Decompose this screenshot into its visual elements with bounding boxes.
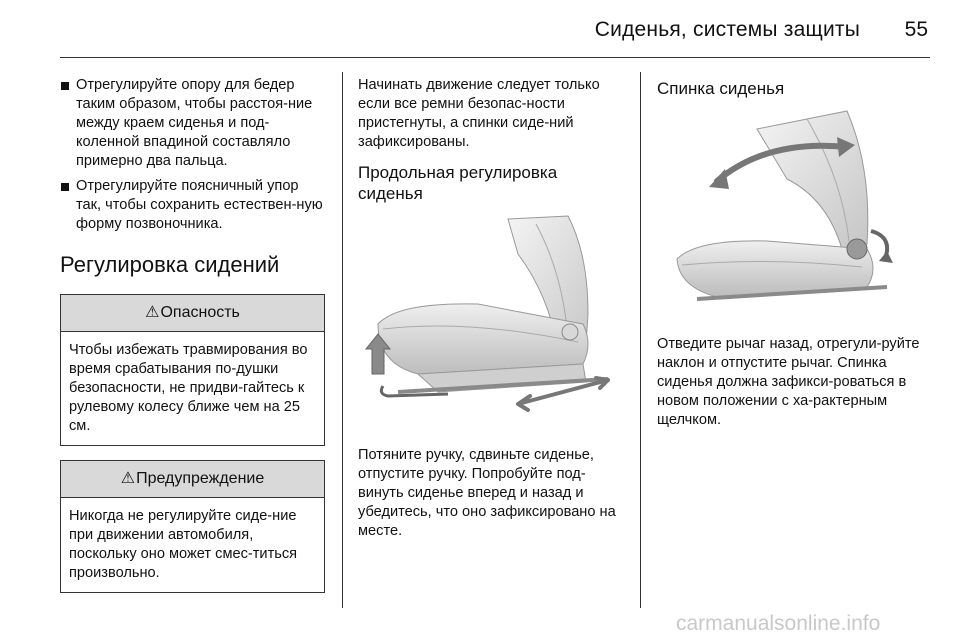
- intro-paragraph: Начинать движение следует только если все ремни безопас-ности пристегнуты, а спинки сиде-ний зафиксированы.: [358, 77, 600, 150]
- danger-notice: [60, 294, 325, 446]
- bullet-item: Отрегулируйте поясничный упор так, чтобы сохранить естествен-ную форму позвоночника.: [60, 177, 325, 234]
- column-divider: [342, 72, 343, 608]
- watermark: carmanualsonline.info: [676, 612, 881, 635]
- danger-text: Чтобы избежать травмирования во время срабатывания по-душки безопасности, не придви-гайтесь к рулевому колесу ближе чем на 25 см.: [69, 342, 308, 434]
- danger-title: Опасность: [160, 304, 240, 321]
- column-middle: [358, 76, 624, 549]
- warning-text: Никогда не регулируйте сиде-ние при движении автомобиля, поскольку оно может смес-титься произвольно.: [69, 508, 298, 581]
- recline-caption: Отведите рычаг назад, отрегули-руйте наклон и отпустите рычаг. Спинка сиденья должна зафикси-роваться в новом положении с ха-рактерным щелчком.: [657, 336, 920, 428]
- slide-caption: Потяните ручку, сдвиньте сиденье, отпустите ручку. Попробуйте под-винуть сиденье вперед и назад и убедитесь, что оно зафиксировано на месте.: [358, 447, 616, 539]
- warning-triangle-icon: ⚠: [120, 470, 136, 487]
- warning-triangle-icon: ⚠: [145, 304, 160, 321]
- page-number: 55: [904, 18, 928, 41]
- header-rule: [60, 57, 930, 58]
- warning-header: [61, 461, 324, 498]
- column-divider: [640, 72, 641, 608]
- warning-notice: [60, 460, 325, 593]
- subsection-title: Спинка сиденья: [657, 79, 785, 98]
- column-right: [657, 76, 925, 438]
- seat-slide-illustration: [358, 214, 624, 434]
- section-title: Регулировка сидений: [60, 252, 280, 277]
- header-title: Сиденья, системы защиты: [594, 18, 860, 41]
- bullet-list: [60, 76, 325, 234]
- subsection-title: Продольная регулировка сиденья: [358, 163, 558, 203]
- bullet-item: Отрегулируйте опору для бедер таким образом, чтобы расстоя-ние между краем сиденья и под-коленной впадиной составляло примерно два пальца.: [60, 76, 325, 171]
- backrest-recline-illustration: [657, 109, 925, 323]
- warning-title: Предупреждение: [136, 470, 265, 487]
- danger-header: [61, 295, 324, 332]
- column-left: [60, 76, 325, 603]
